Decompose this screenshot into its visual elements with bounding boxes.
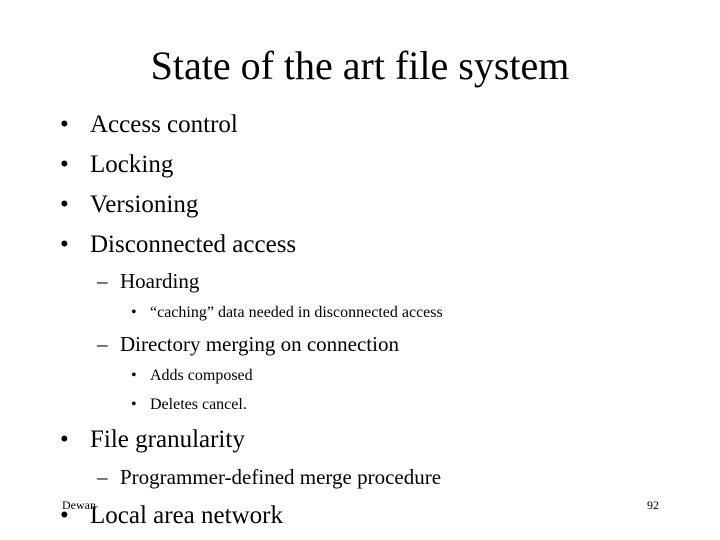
sub-sub-bullet-text: Deletes cancel. [150,396,247,413]
bullet-text: Access control [90,111,238,138]
bullet-marker: • [60,231,69,258]
bullet-marker: • [60,426,69,453]
dash-marker: – [97,465,108,489]
sub-bullet-text: Directory merging on connection [120,332,399,356]
sub-sub-bullet-text: Adds composed [150,367,253,384]
dash-marker: – [97,269,108,293]
bullet-text: Locking [90,151,174,178]
bullet-marker: • [60,502,69,529]
sub-sub-bullet-text: “caching” data needed in disconnected access [150,304,443,321]
sub-bullet-text: Hoarding [120,269,200,293]
slide-title: State of the art file system [150,43,570,88]
bullet-text: Disconnected access [90,231,297,258]
bullet-text: File granularity [90,426,245,453]
bullet-marker: • [60,191,69,218]
bullet-marker: • [131,304,137,321]
bullet-marker: • [131,396,137,413]
footer-page-number: 92 [647,498,659,512]
bullet-marker: • [131,367,137,384]
bullet-marker: • [60,111,69,138]
sub-bullet-text: Programmer-defined merge procedure [120,465,442,489]
dash-marker: – [97,332,108,356]
bullet-marker: • [60,151,69,178]
footer-author: Dewan [62,498,96,512]
bullet-text: Local area network [90,502,283,529]
bullet-text: Versioning [90,191,199,218]
